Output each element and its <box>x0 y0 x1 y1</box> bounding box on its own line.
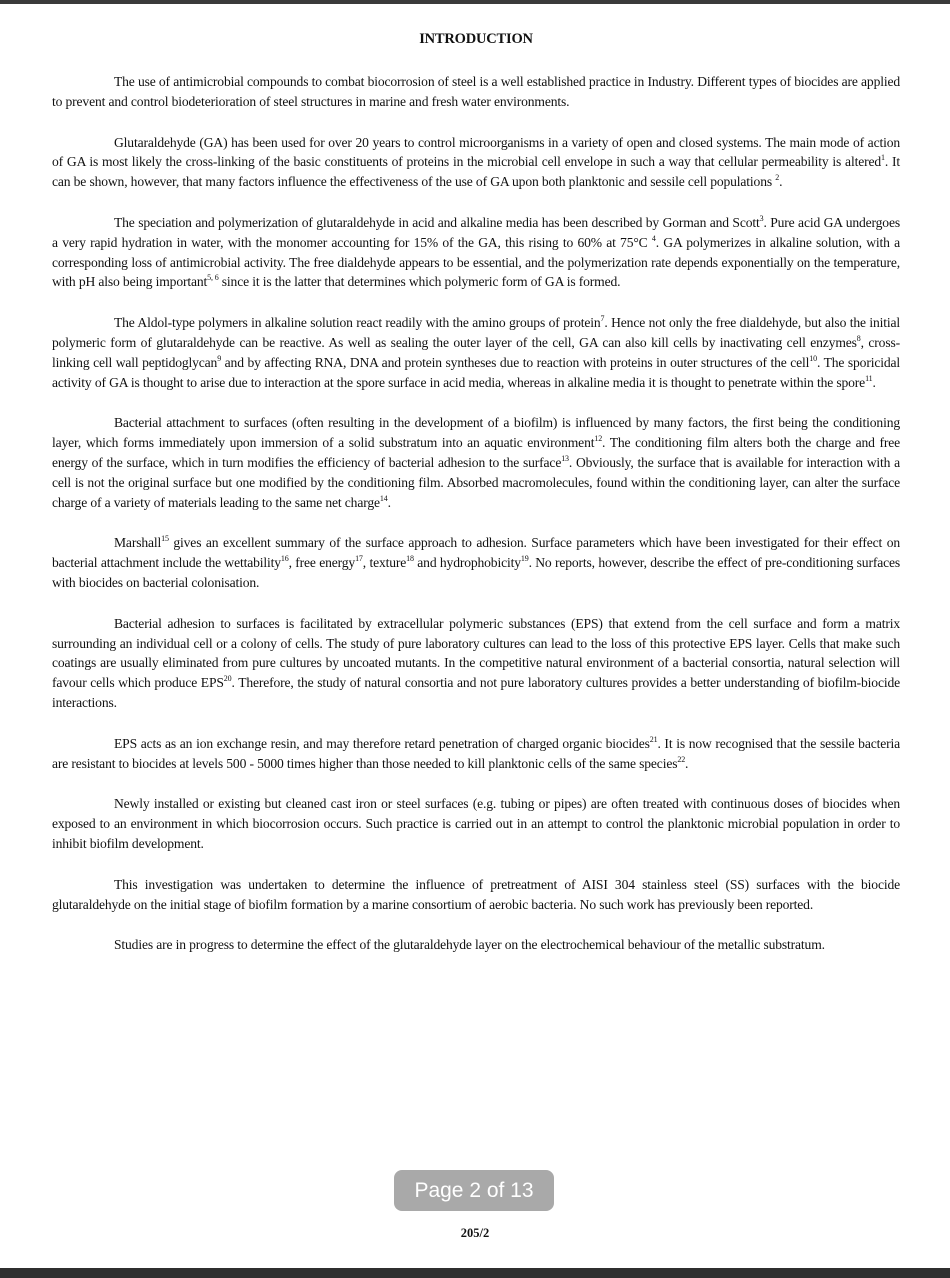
citation-ref: 5, 6 <box>207 273 219 283</box>
citation-ref: 14 <box>379 493 388 503</box>
citation-ref: 2 <box>775 173 780 183</box>
para-text: . It can be shown, however, that many factors influence the effectiveness of the use of GA upon both planktonic and sessile cell populations <box>52 154 900 190</box>
paragraph <box>52 313 900 392</box>
para-text: . <box>779 174 783 190</box>
section-heading: INTRODUCTION <box>419 31 533 47</box>
para-text: . GA polymerizes in alkaline solution, with a corresponding loss of antimicrobial activity. The free dialdehyde appears to be essential, and the polymerization rate depends exponentially on the temperature, with pH also being important <box>52 234 900 290</box>
para-text: , free energy <box>288 555 356 571</box>
citation-ref: 1 <box>880 153 885 163</box>
citation-ref: 3 <box>759 213 764 223</box>
paragraph <box>52 213 900 292</box>
viewer-bottom-bar <box>0 1268 950 1278</box>
para-text: . The sporicidal activity of GA is thought to arise due to interaction at the spore surface in acid media, whereas in alkaline media it is thought to penetrate within the spore <box>52 354 900 390</box>
paragraph <box>52 794 900 853</box>
paragraph <box>52 935 900 955</box>
para-text: The speciation and polymerization of glutaraldehyde in acid and alkaline media has been described by Gorman and Scott <box>114 214 760 230</box>
para-text: The use of antimicrobial compounds to combat biocorrosion of steel is a well established practice in Industry. Different types of biocides are applied to prevent and control biodeterioration of steel structures in marine and fresh water environments. <box>52 74 900 109</box>
citation-ref: 12 <box>594 434 603 444</box>
viewer-top-bar <box>0 0 950 4</box>
para-text: This investigation was undertaken to determine the influence of pretreatment of AISI 304 stainless steel (SS) surfaces with the biocide glutaraldehyde on the initial stage of biofilm formation by a marine consortium of aerobic bacteria. No such work has previously been reported. <box>52 876 900 912</box>
para-text: . The conditioning film alters both the charge and free energy of the surface, which in turn modifies the efficiency of bacterial adhesion to the surface <box>52 435 900 470</box>
para-text: . Obviously, the surface that is available for interaction with a cell is not the original surface but one modified by the conditioning film. Absorbed macromolecules, found within the conditioning layer, can alter the surface charge of a variety of materials leading to the same net charge <box>52 454 900 510</box>
paragraph <box>52 133 900 192</box>
para-text: . <box>387 494 391 510</box>
citation-ref: 22 <box>677 754 686 764</box>
para-text: EPS acts as an ion exchange resin, and may therefore retard penetration of charged organic biocides <box>114 735 650 751</box>
citation-ref: 15 <box>161 534 169 544</box>
citation-ref: 16 <box>280 554 289 564</box>
paragraph <box>52 734 900 774</box>
para-text: . <box>872 374 876 390</box>
citation-ref: 21 <box>649 734 658 744</box>
para-text: and hydrophobicity <box>413 555 521 571</box>
citation-ref: 13 <box>561 453 569 463</box>
citation-ref: 20 <box>223 674 232 684</box>
citation-ref: 9 <box>217 353 222 363</box>
citation-ref: 7 <box>600 314 605 324</box>
paragraph <box>52 875 900 915</box>
paragraph <box>52 614 900 713</box>
citation-ref: 17 <box>355 554 363 564</box>
page-indicator: Page 2 of 13 <box>394 1170 554 1211</box>
para-text: . Pure acid GA undergoes a very rapid hydration in water, with the monomer accounting for 15% of the GA, this rising to 60% at 75°C <box>52 214 900 250</box>
para-text: since it is the latter that determines which polymeric form of GA is formed. <box>218 274 621 290</box>
para-text: Bacterial attachment to surfaces (often resulting in the development of a biofilm) is influenced by many factors, the first being the conditioning layer, which forms immediately upon immersion of a solid substratum into an aquatic environment <box>52 415 900 451</box>
paragraph <box>52 533 900 592</box>
para-text: Bacterial adhesion to surfaces is facilitated by extracellular polymeric substances (EPS) that extend from the cell surface and form a matrix surrounding an individual cell or a colony of cells. The study of pure laboratory cultures can lead to the loss of this protective EPS layer. Cells that make such coatings are usually eliminated from pure cultures by uncoated mutants. In the competitive natural environment of a bacterial consortia, natural selection will favour cells which produce EPS <box>52 615 900 691</box>
para-text: Glutaraldehyde (GA) has been used for over 20 years to control microorganisms in a variety of open and closed systems. The main mode of action of GA is most likely the cross-linking of the basic constituents of proteins in the microbial cell envelope in such a way that cellular permeability is altered <box>52 134 900 170</box>
paragraph <box>52 413 900 512</box>
para-text: , cross-linking cell wall peptidoglycan <box>52 334 900 370</box>
para-text: Studies are in progress to determine the effect of the glutaraldehyde layer on the electrochemical behaviour of the metallic substratum. <box>114 937 825 953</box>
para-text: . <box>685 755 689 771</box>
document-page <box>52 30 900 976</box>
citation-ref: 10 <box>809 353 817 363</box>
footer-page-number: 205/2 <box>460 1226 490 1240</box>
citation-ref: 19 <box>520 554 529 564</box>
para-text: . No reports, however, describe the effect of pre-conditioning surfaces with biocides on bacterial colonisation. <box>52 555 900 590</box>
para-text: , texture <box>362 555 407 571</box>
citation-ref: 18 <box>406 554 414 564</box>
para-text: gives an excellent summary of the surface approach to adhesion. Surface parameters which have been investigated for their effect on bacterial attachment include the wettability <box>52 535 900 571</box>
para-text: . It is now recognised that the sessile bacteria are resistant to biocides at levels 500 - 5000 times higher than those needed to kill planktonic cells of the same species <box>52 735 900 771</box>
citation-ref: 11 <box>865 373 873 383</box>
citation-ref: 4 <box>651 233 656 243</box>
paragraph <box>52 72 900 112</box>
para-text: . Hence not only the free dialdehyde, but also the initial polymeric form of glutaraldehyde can be reactive. As well as sealing the outer layer of the cell, GA can also kill cells by inactivating cell enzymes <box>52 315 900 350</box>
para-text: Marshall <box>114 535 162 551</box>
para-text: . Therefore, the study of natural consortia and not pure laboratory cultures provides a better understanding of biofilm-biocide interactions. <box>52 675 900 710</box>
citation-ref: 8 <box>856 333 861 343</box>
para-text: Newly installed or existing but cleaned cast iron or steel surfaces (e.g. tubing or pipes) are often treated with continuous doses of biocides when exposed to an environment in which biocorrosion occurs. Such practice is carried out in an attempt to control the planktonic microbial population in order to inhibit biofilm development. <box>52 796 900 851</box>
para-text: and by affecting RNA, DNA and protein syntheses due to reaction with proteins in outer structures of the cell <box>221 354 810 370</box>
para-text: The Aldol-type polymers in alkaline solution react readily with the amino groups of protein <box>114 315 601 331</box>
